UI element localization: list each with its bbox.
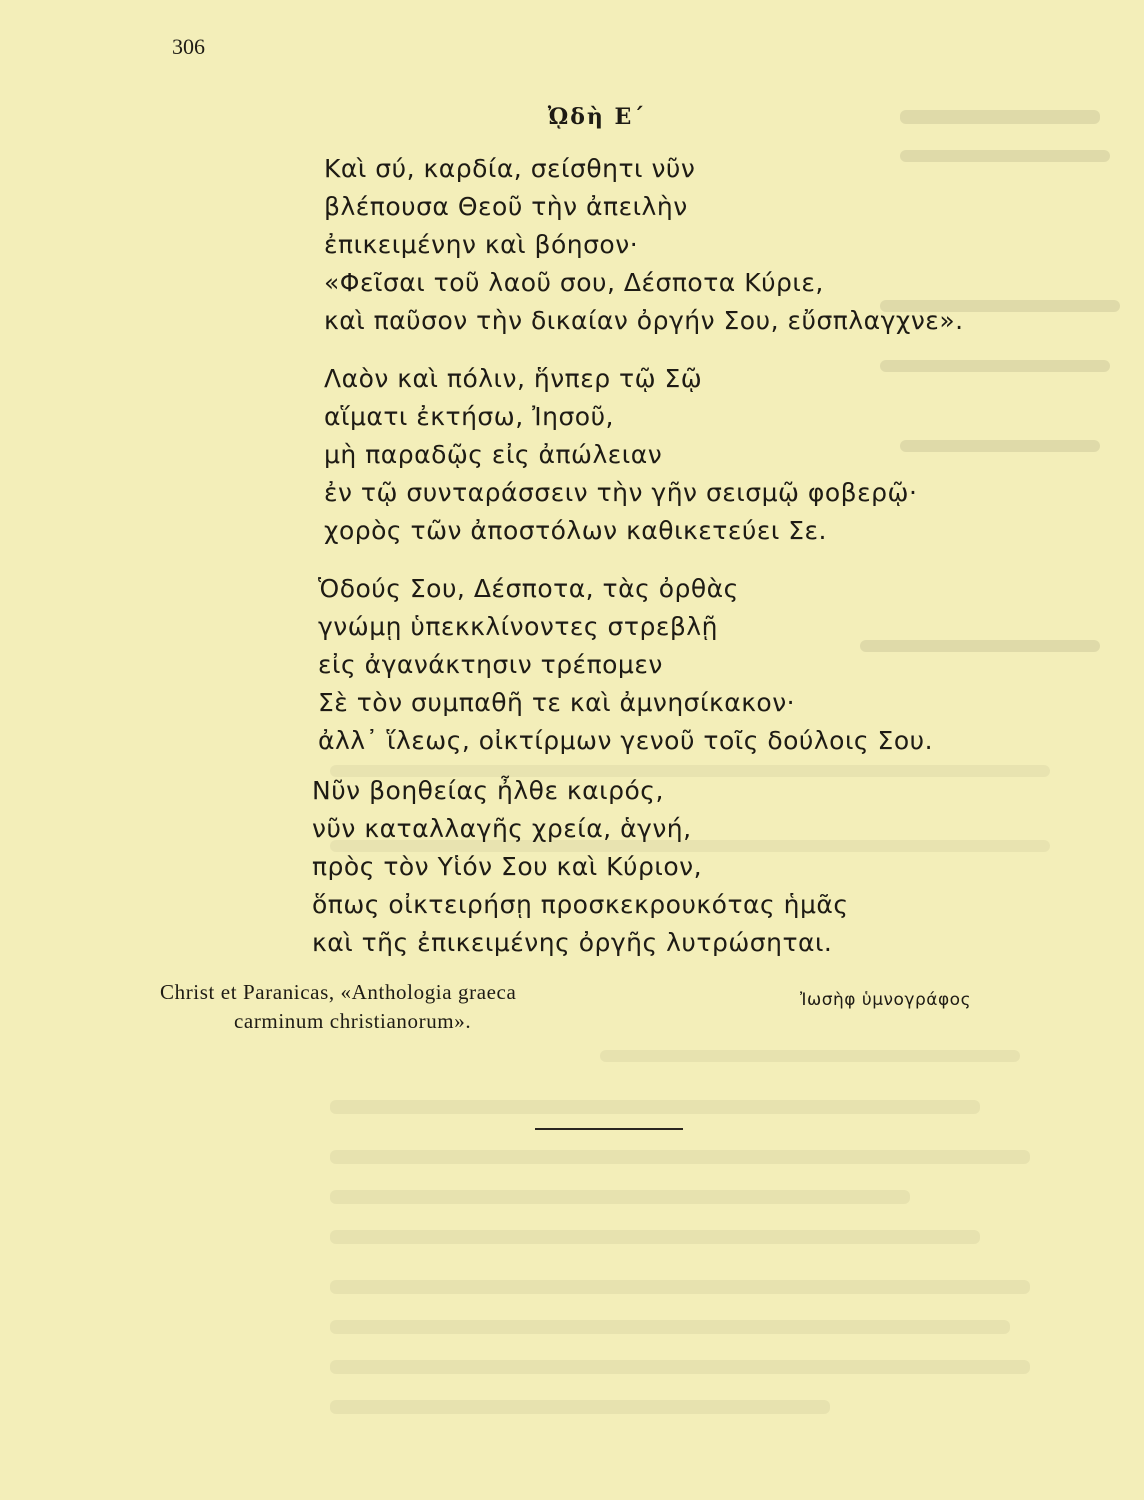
verse-line: Νῦν βοηθείας ἦλθε καιρός, (312, 776, 664, 805)
verse-line: Καὶ σύ, καρδία, σείσθητι νῦν (324, 154, 696, 183)
source-citation (160, 978, 516, 1036)
verse-line: Σὲ τὸν συμπαθῆ τε καὶ ἀμνησίκακον· (318, 688, 796, 717)
stanza-3 (318, 570, 933, 760)
stanza-1 (324, 150, 964, 340)
verse-line: αἵματι ἐκτήσω, Ἰησοῦ, (324, 402, 614, 431)
section-divider (535, 1128, 683, 1130)
verse-line: βλέπουσα Θεοῦ τὴν ἀπειλὴν (324, 192, 688, 221)
verse-line: νῦν καταλλαγῆς χρεία, ἁγνή, (312, 814, 692, 843)
verse-line: μὴ παραδῷς εἰς ἀπώλειαν (324, 440, 663, 469)
verse-line: Ὁδούς Σου, Δέσποτα, τὰς ὀρθὰς (318, 574, 739, 603)
verse-line: πρὸς τὸν Υἱόν Σου καὶ Κύριον, (312, 852, 703, 881)
verse-line: καὶ παῦσον τὴν δικαίαν ὀργήν Σου, εὔσπλαγχνε». (324, 306, 964, 335)
source-line-1: Christ et Paranicas, «Anthologia graeca (160, 980, 517, 1004)
verse-line: καὶ τῆς ἐπικειμένης ὀργῆς λυτρώσηται. (312, 928, 833, 957)
verse-line: γνώμῃ ὑπεκκλίνοντες στρεβλῇ (318, 612, 718, 641)
verse-line: Λαὸν καὶ πόλιν, ἥνπερ τῷ Σῷ (324, 364, 703, 393)
source-line-2: carminum christianorum». (234, 1009, 472, 1033)
verse-line: ἐπικειμένην καὶ βόησον· (324, 230, 639, 259)
author-attribution: Ἰωσὴφ ὑμνογράφος (800, 990, 972, 1010)
stanza-4 (312, 772, 849, 962)
stanza-2 (324, 360, 917, 550)
verse-line: ἐν τῷ συνταράσσειν τὴν γῆν σεισμῷ φοβερῷ· (324, 478, 918, 507)
ode-title: ᾨδὴ Ε΄ (547, 104, 647, 130)
page-number: 306 (172, 34, 205, 59)
verse-line: ἀλλ᾽ ἵλεως, οἰκτίρμων γενοῦ τοῖς δούλοις Σου. (318, 726, 934, 755)
verse-line: χορὸς τῶν ἀποστόλων καθικετεύει Σε. (324, 516, 827, 545)
verse-line: ὅπως οἰκτειρήσῃ προσκεκρουκότας ἡμᾶς (312, 890, 849, 919)
verse-line: «Φεῖσαι τοῦ λαοῦ σου, Δέσποτα Κύριε, (324, 268, 824, 297)
verse-line: εἰς ἀγανάκτησιν τρέπομεν (318, 650, 663, 679)
